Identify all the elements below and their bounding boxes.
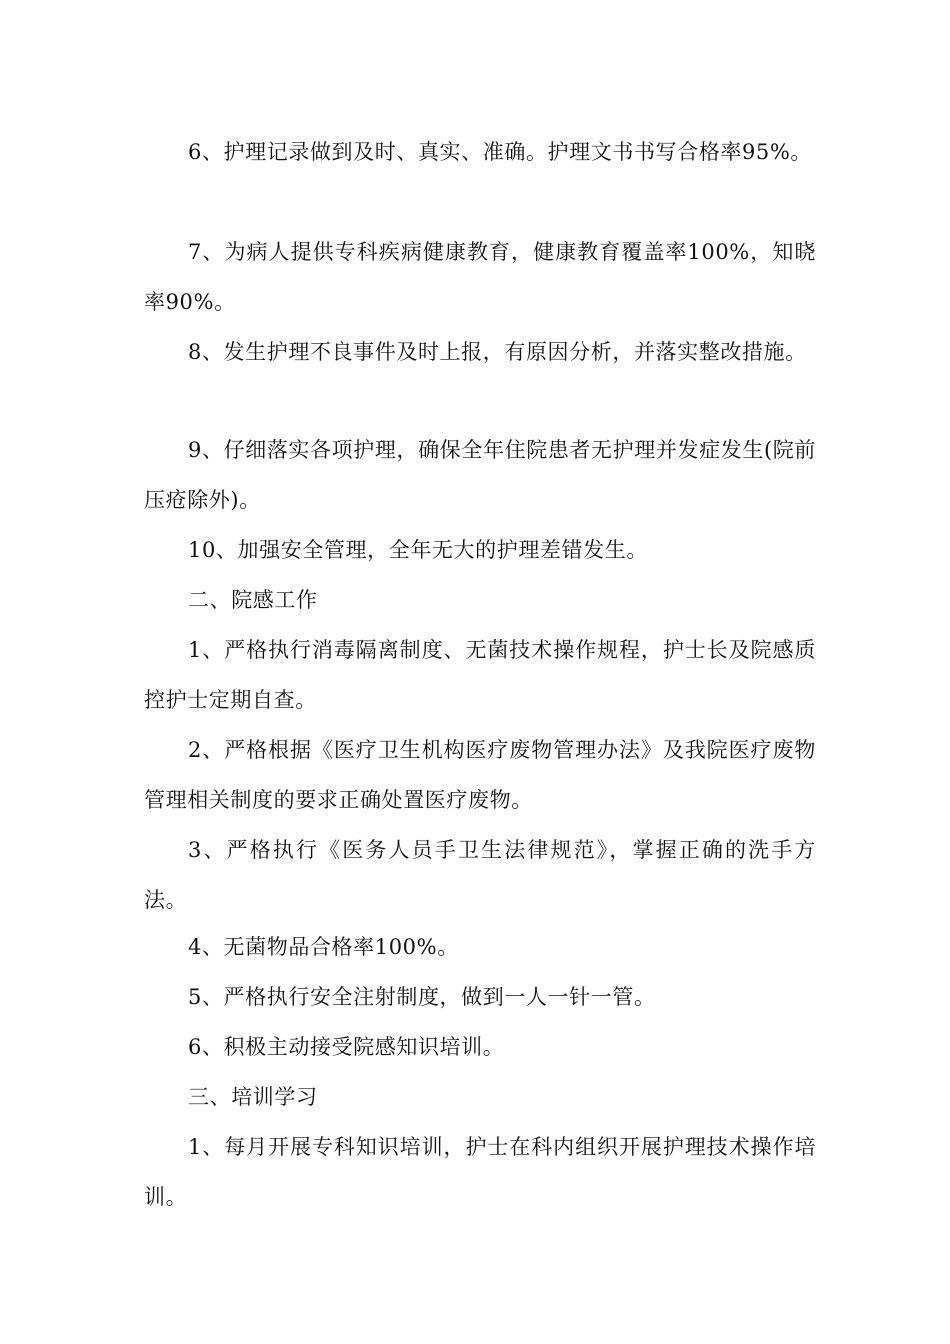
paragraph-item-1-disinfection: 1、严格执行消毒隔离制度、无菌技术操作规程，护士长及院感质控护士定期自查。 [144,638,816,712]
paragraph-item-2-medical-waste: 2、严格根据《医疗卫生机构医疗废物管理办法》及我院医疗废物管理相关制度的要求正确处置医疗废物。 [144,738,816,812]
paragraph-item-10-safety: 10、加强安全管理，全年无大的护理差错发生。 [188,538,648,562]
paragraph-item-6-training-acceptance: 6、积极主动接受院感知识培训。 [188,1035,505,1059]
paragraph-item-3-hand-hygiene: 3、严格执行《医务人员手卫生法律规范》，掌握正确的洗手方法。 [144,838,816,912]
paragraph-item-4-sterile-items: 4、无菌物品合格率100%。 [188,935,459,959]
paragraph-item-1-monthly-training: 1、每月开展专科知识培训，护士在科内组织开展护理技术操作培训。 [144,1135,816,1209]
paragraph-item-7-health-education: 7、为病人提供专科疾病健康教育，健康教育覆盖率100%，知晓率90%。 [144,240,816,314]
section-heading-training: 三、培训学习 [188,1085,318,1109]
paragraph-item-8-adverse-events: 8、发生护理不良事件及时上报，有原因分析，并落实整改措施。 [188,340,807,364]
paragraph-item-5-safe-injection: 5、严格执行安全注射制度，做到一人一针一管。 [188,985,656,1009]
section-heading-infection-control: 二、院感工作 [188,588,318,612]
paragraph-item-9-complications: 9、仔细落实各项护理，确保全年住院患者无护理并发症发生(院前压疮除外)。 [144,438,816,512]
paragraph-item-6-records: 6、护理记录做到及时、真实、准确。护理文书书写合格率95%。 [188,140,813,164]
